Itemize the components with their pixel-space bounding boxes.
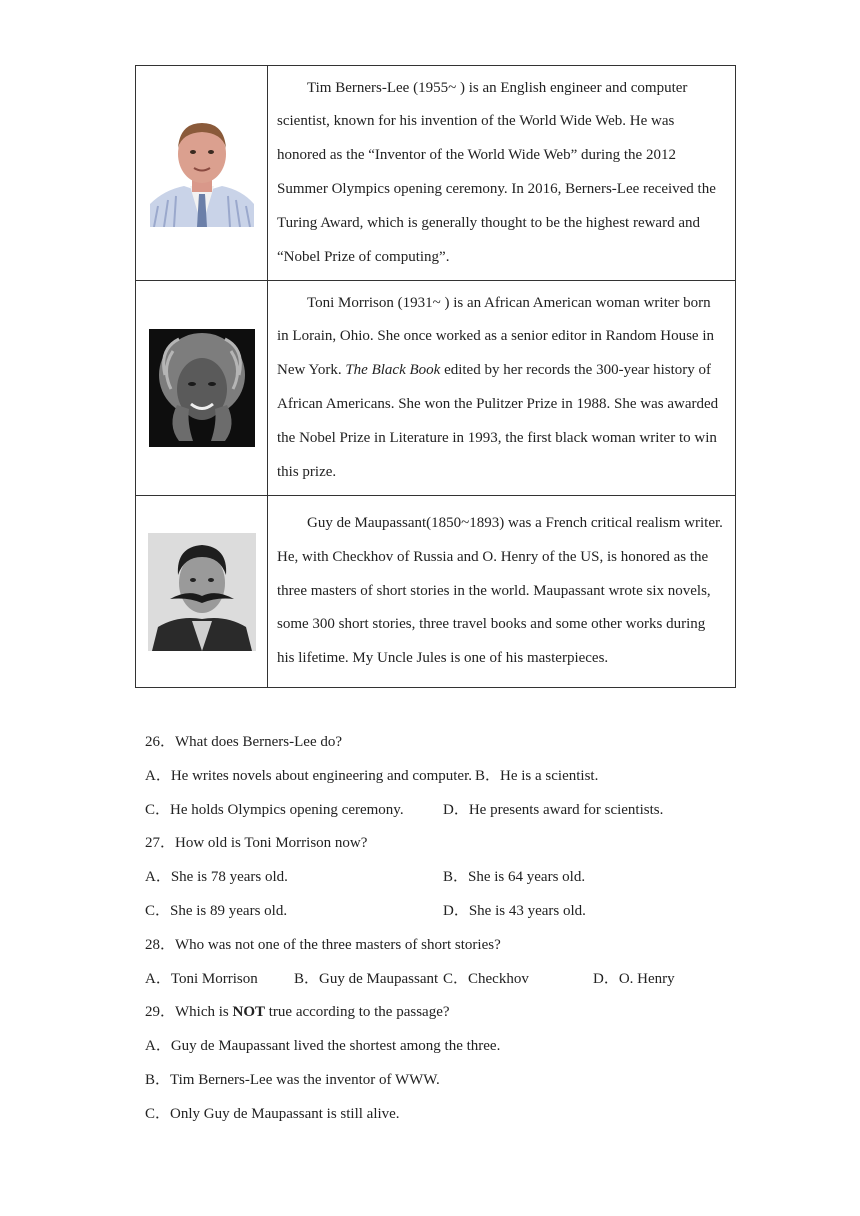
question-27-options-row1 [145,861,765,895]
option-28-b: B．Guy de Maupassant [294,970,439,987]
question-28-stem: 28．Who was not one of the three masters of short stories? [145,936,501,953]
photo-cell [136,66,268,281]
question-29-stem-start: 29．Which is [145,1004,233,1021]
option-29-b: B．Tim Berners-Lee was the inventor of WWW. [145,1071,440,1088]
portrait-maupassant-icon [148,533,256,651]
option-28-a: A．Toni Morrison [145,970,258,987]
option-26-c: C．He holds Olympics opening ceremony. [145,801,404,818]
portrait-toni-morrison-icon [149,329,255,447]
option-27-d: D．She is 43 years old. [443,902,586,919]
question-27-options-row2 [145,895,765,929]
option-27-a: A．She is 78 years old. [145,869,288,886]
bio-text-cell [268,496,736,688]
bio-row-berners-lee [136,66,736,281]
bio-text-morrison-part2: edited by her records the 300-year history of African Americans. She won the Pulitzer Prize in 1988. She was awarded the Nobel Prize in Literature in 1993, the first black woman writer to win this prize. [277,362,719,480]
question-28-options-row [145,963,765,997]
bio-row-maupassant [136,496,736,688]
bio-text-cell [268,66,736,281]
question-29-emphasis: NOT [232,1004,266,1021]
photo-cell [136,281,268,496]
question-29-stem [145,996,765,1030]
option-26-d: D．He presents award for scientists. [443,801,664,818]
bio-text-morrison-part1: Toni Morrison (1931~ ) is an African American woman writer born in Lorain, Ohio. She once worked as a senior editor in Random House in New York. [277,294,714,379]
option-27-b: B．She is 64 years old. [443,869,586,886]
option-28-d: D．O. Henry [593,970,675,987]
option-28-c: C．Checkhov [443,970,529,987]
bio-text-cell [268,281,736,496]
book-title: The Black Book [345,362,441,379]
option-26-a: A．He writes novels about engineering and computer. [145,767,472,784]
question-26-stem: 26．What does Berners-Lee do? [145,734,343,750]
biography-table [135,65,736,688]
question-section [145,726,765,1132]
bio-row-toni-morrison [136,281,736,496]
photo-cell [136,496,268,688]
question-26-options-row2 [145,794,765,828]
option-29-c: C．Only Guy de Maupassant is still alive. [145,1105,400,1122]
question-29-stem-end: true according to the passage? [265,1004,450,1021]
question-26-options-row1 [145,760,765,794]
option-29-a: A．Guy de Maupassant lived the shortest among the three. [145,1038,501,1055]
option-26-b: B．He is a scientist. [475,767,599,784]
option-27-c: C．She is 89 years old. [145,902,288,919]
portrait-berners-lee-icon [150,120,254,227]
question-27-stem: 27．How old is Toni Morrison now? [145,835,368,852]
bio-text-maupassant: Guy de Maupassant(1850~1893) was a French critical realism writer. He, with Checkhov of Russia and O. Henry of the US, is honored as the three masters of short stories in the world. Maupassant wrote six novels, some 300 short stories, three travel books and some other works during his lifetime. My Uncle Jules is one of his masterpieces. [277,515,723,667]
bio-text-berners-lee: Tim Berners-Lee (1955~ ) is an English engineer and computer scientist, known for his invention of the World Wide Web. He was honored as the “Inventor of the World Wide Web” during the 2012 Summer Olympics opening ceremony. In 2016, Berners-Lee received the Turing Award, which is generally thought to be the highest reward and “Nobel Prize of computing”. [277,79,716,265]
